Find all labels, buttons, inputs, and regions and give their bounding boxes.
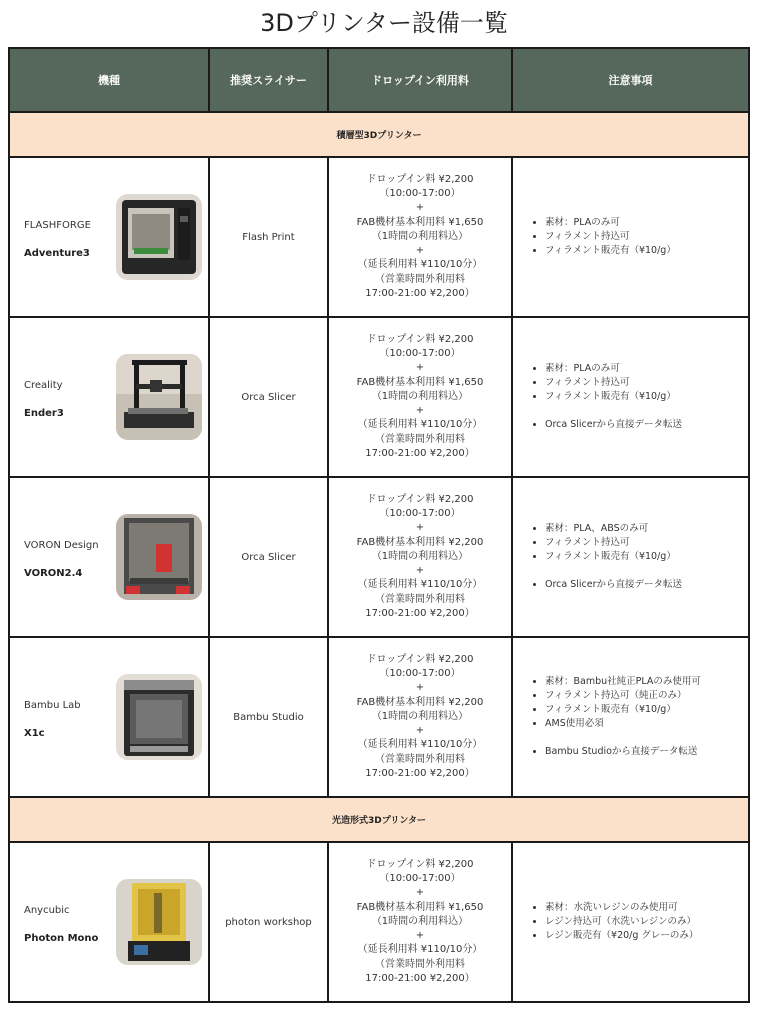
price-line: （10:00-17:00） xyxy=(379,668,461,680)
note-item: • 素材：PLAのみ可 xyxy=(545,362,748,376)
price-line: ドロップイン料 ¥2,200 xyxy=(366,494,474,506)
price-line: （1時間の利用料込） xyxy=(371,390,469,402)
price-line: FAB機材基本利用料 ¥1,650 xyxy=(356,376,484,388)
header-slicer: 推奨スライサー xyxy=(209,48,328,112)
price-line: ドロップイン料 ¥2,200 xyxy=(366,859,474,871)
price-cell xyxy=(328,317,512,477)
category-row-fdm xyxy=(9,112,749,157)
note-item: • 素材：PLAのみ可 xyxy=(545,216,748,230)
slicer-cell: Orca Slicer xyxy=(209,477,328,637)
price-line: （10:00-17:00） xyxy=(379,348,461,360)
note-item: • フィラメント販売有（¥10/g） xyxy=(545,244,748,258)
printer-photo xyxy=(116,514,202,600)
notes-list xyxy=(521,216,748,258)
printer-photo xyxy=(116,354,202,440)
table-row xyxy=(9,477,749,637)
price-line: （営業時間外利用料 xyxy=(375,433,465,445)
price-line: + xyxy=(415,245,425,257)
price-line: ドロップイン料 ¥2,200 xyxy=(366,334,474,346)
printer-photo xyxy=(116,194,202,280)
price-line: （延長利用料 ¥110/10分） xyxy=(357,579,483,591)
table-row xyxy=(9,637,749,797)
maker-name: Bambu Lab xyxy=(24,700,81,711)
price-line: （1時間の利用料込） xyxy=(371,550,469,562)
notes-list xyxy=(521,362,748,432)
slicer-cell: Orca Slicer xyxy=(209,317,328,477)
category-label: 積層型3Dプリンター xyxy=(9,112,749,157)
price-line: 17:00-21:00 ¥2,200） xyxy=(365,767,475,779)
price-line: （1時間の利用料込） xyxy=(371,915,469,927)
model-name: Adventure3 xyxy=(24,248,90,259)
model-cell xyxy=(9,637,209,797)
price-line: FAB機材基本利用料 ¥2,200 xyxy=(356,536,484,548)
price-line: （1時間の利用料込） xyxy=(371,230,469,242)
model-name: X1c xyxy=(24,728,45,739)
note-item: • フィラメント持込可 xyxy=(545,230,748,244)
price-line: + xyxy=(415,887,425,899)
note-item: • フィラメント販売有（¥10/g） xyxy=(545,703,748,717)
price-line: （10:00-17:00） xyxy=(379,873,461,885)
printer-photo xyxy=(116,879,202,965)
price-line: （営業時間外利用料 xyxy=(375,958,465,970)
price-line: + xyxy=(415,405,425,417)
notes-cell xyxy=(512,477,749,637)
note-item: • AMS使用必須 xyxy=(545,717,748,731)
model-name: Photon Mono xyxy=(24,933,99,944)
note-item: • 素材：PLA、ABSのみ可 xyxy=(545,522,748,536)
notes-cell xyxy=(512,637,749,797)
price-line: FAB機材基本利用料 ¥1,650 xyxy=(356,901,484,913)
price-line: 17:00-21:00 ¥2,200） xyxy=(365,287,475,299)
price-line: （営業時間外利用料 xyxy=(375,753,465,765)
page-title: 3Dプリンター設備一覧 xyxy=(260,9,508,37)
table-row xyxy=(9,157,749,317)
note-item: • フィラメント販売有（¥10/g） xyxy=(545,390,748,404)
price-line: （10:00-17:00） xyxy=(379,508,461,520)
price-line: + xyxy=(415,725,425,737)
price-cell xyxy=(328,157,512,317)
price-line: 17:00-21:00 ¥2,200） xyxy=(365,607,475,619)
price-line: （延長利用料 ¥110/10分） xyxy=(357,739,483,751)
price-line: （営業時間外利用料 xyxy=(375,593,465,605)
note-spacer xyxy=(545,404,748,418)
maker-name: VORON Design xyxy=(24,540,99,551)
price-line: + xyxy=(415,930,425,942)
notes-list xyxy=(521,675,748,759)
model-cell xyxy=(9,477,209,637)
model-cell xyxy=(9,842,209,1002)
price-line: + xyxy=(415,202,425,214)
slicer-cell: Flash Print xyxy=(209,157,328,317)
printer-photo xyxy=(116,674,202,760)
price-line: + xyxy=(415,362,425,374)
notes-cell xyxy=(512,317,749,477)
table-row xyxy=(9,842,749,1002)
model-name: VORON2.4 xyxy=(24,568,83,579)
price-line: （営業時間外利用料 xyxy=(375,273,465,285)
maker-name: Creality xyxy=(24,380,63,391)
price-line: 17:00-21:00 ¥2,200） xyxy=(365,447,475,459)
note-item: • フィラメント持込可 xyxy=(545,376,748,390)
price-line: （延長利用料 ¥110/10分） xyxy=(357,944,483,956)
price-line: FAB機材基本利用料 ¥2,200 xyxy=(356,696,484,708)
note-item: • 素材：水洗いレジンのみ使用可 xyxy=(545,901,748,915)
header-notes: 注意事項 xyxy=(512,48,749,112)
note-item: • フィラメント販売有（¥10/g） xyxy=(545,550,748,564)
note-spacer xyxy=(545,564,748,578)
category-label: 光造形式3Dプリンター xyxy=(9,797,749,842)
price-line: FAB機材基本利用料 ¥1,650 xyxy=(356,216,484,228)
model-cell xyxy=(9,157,209,317)
slicer-cell: photon workshop xyxy=(209,842,328,1002)
table-header-row xyxy=(9,48,749,112)
price-line: + xyxy=(415,522,425,534)
model-cell xyxy=(9,317,209,477)
price-line: 17:00-21:00 ¥2,200） xyxy=(365,972,475,984)
price-line: （延長利用料 ¥110/10分） xyxy=(357,419,483,431)
price-cell xyxy=(328,637,512,797)
price-line: ドロップイン料 ¥2,200 xyxy=(366,174,474,186)
note-item: • フィラメント持込可 xyxy=(545,536,748,550)
model-name: Ender3 xyxy=(24,408,64,419)
note-item: • Bambu Studioから直接データ転送 xyxy=(545,745,748,759)
notes-list xyxy=(521,522,748,592)
header-model: 機種 xyxy=(9,48,209,112)
price-cell xyxy=(328,477,512,637)
table-row xyxy=(9,317,749,477)
notes-cell xyxy=(512,157,749,317)
price-line: + xyxy=(415,682,425,694)
note-item: • レジン持込可（水洗いレジンのみ） xyxy=(545,915,748,929)
price-line: （1時間の利用料込） xyxy=(371,710,469,722)
slicer-cell: Bambu Studio xyxy=(209,637,328,797)
price-cell xyxy=(328,842,512,1002)
note-item: • レジン販売有（¥20/g グレーのみ） xyxy=(545,929,748,943)
maker-name: FLASHFORGE xyxy=(24,220,91,231)
maker-name: Anycubic xyxy=(24,905,70,916)
note-item: • Orca Slicerから直接データ転送 xyxy=(545,578,748,592)
price-line: （延長利用料 ¥110/10分） xyxy=(357,259,483,271)
note-spacer xyxy=(545,731,748,745)
price-line: （10:00-17:00） xyxy=(379,188,461,200)
price-line: + xyxy=(415,565,425,577)
notes-list xyxy=(521,901,748,943)
notes-cell xyxy=(512,842,749,1002)
header-price: ドロップイン利用料 xyxy=(328,48,512,112)
equipment-table xyxy=(8,47,750,1003)
note-item: • 素材：Bambu社純正PLAのみ使用可 xyxy=(545,675,748,689)
price-line: ドロップイン料 ¥2,200 xyxy=(366,654,474,666)
category-row-resin xyxy=(9,797,749,842)
note-item: • フィラメント持込可（純正のみ） xyxy=(545,689,748,703)
note-item: • Orca Slicerから直接データ転送 xyxy=(545,418,748,432)
